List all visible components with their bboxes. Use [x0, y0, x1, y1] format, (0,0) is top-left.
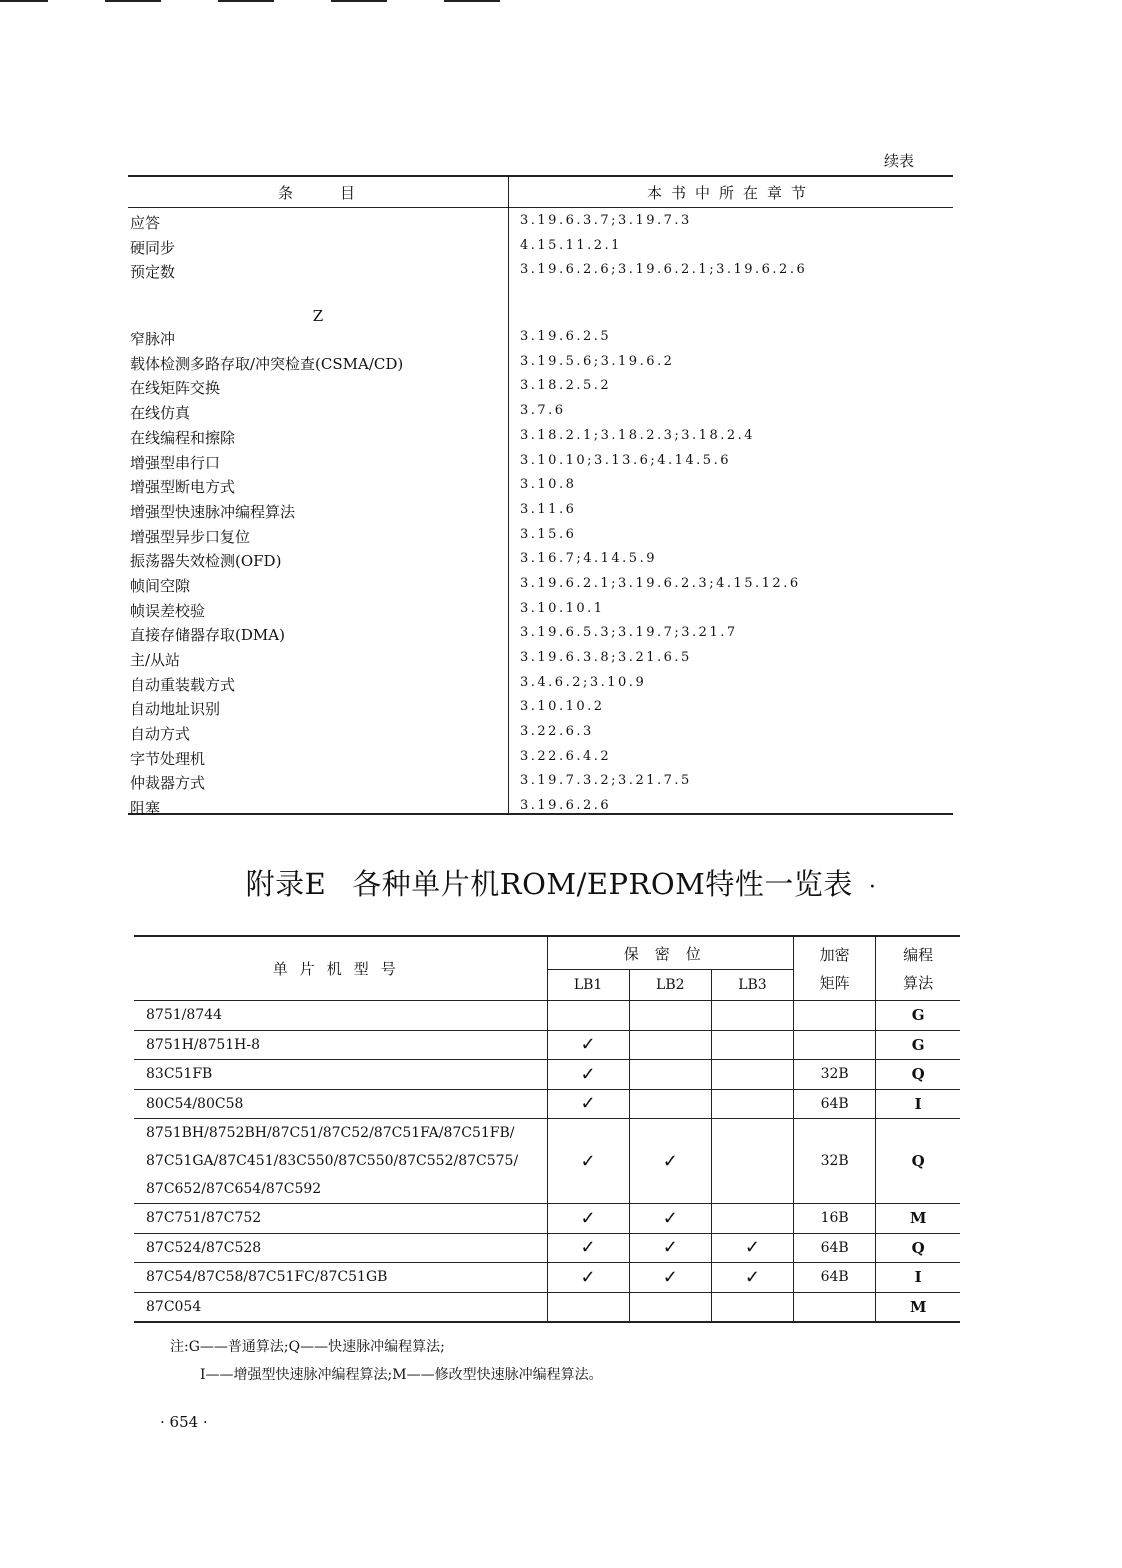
index-term: 增强型快速脉冲编程算法 — [130, 502, 296, 521]
table-notes — [170, 1336, 603, 1383]
index-term: 字节处理机 — [130, 749, 206, 768]
section-reference: 3.22.6.4.2 — [520, 748, 612, 764]
index-term: 窄脉冲 — [130, 330, 176, 349]
letter-heading: Z — [312, 307, 324, 326]
lb3-cell — [711, 1119, 793, 1204]
rom-eprom-table — [134, 935, 960, 1323]
table-row — [134, 1119, 960, 1204]
table-row — [134, 1233, 960, 1263]
check-icon: ✓ — [662, 1266, 678, 1288]
check-icon: ✓ — [662, 1237, 678, 1259]
check-icon: ✓ — [580, 1237, 596, 1259]
lb2-cell — [629, 1001, 711, 1031]
note-line-2: I——增强型快速脉冲编程算法;M——修改型快速脉冲编程算法。 — [200, 1367, 603, 1383]
header-entry-b: 目 — [340, 184, 359, 202]
index-row — [128, 449, 953, 474]
index-row — [128, 209, 953, 234]
section-reference: 3.19.6.3.8;3.21.6.5 — [520, 650, 692, 665]
lb3-cell — [711, 1060, 793, 1090]
index-term: 帧误差校验 — [130, 601, 206, 620]
index-term: 应答 — [130, 214, 161, 232]
lb3-cell — [711, 1001, 793, 1031]
lb2-cell — [629, 1263, 711, 1293]
model-cell — [134, 1204, 547, 1234]
encrypt-array-cell — [794, 1030, 876, 1060]
index-row — [128, 572, 953, 597]
section-reference: 4.15.11.2.1 — [520, 237, 622, 253]
index-table — [128, 175, 953, 818]
index-row — [128, 325, 953, 350]
section-reference: 3.22.6.3 — [520, 724, 594, 740]
index-row — [128, 621, 953, 646]
model-name: 87C652/87C654/87C592 — [146, 1181, 322, 1197]
trailing-mark: · — [868, 875, 877, 900]
section-reference: 3.19.6.2.5 — [520, 329, 612, 345]
encrypt-array-cell: 64B — [794, 1233, 876, 1263]
check-icon: ✓ — [580, 1093, 596, 1115]
index-row — [128, 646, 953, 671]
index-row — [128, 258, 953, 283]
lb1-cell — [547, 1001, 629, 1031]
table-top-rule — [128, 175, 953, 177]
index-row — [128, 597, 953, 622]
lb3-cell — [711, 1089, 793, 1119]
section-reference: 3.15.6 — [520, 526, 577, 542]
model-name: 8751H/8751H-8 — [146, 1036, 261, 1053]
index-term: 增强型串行口 — [130, 453, 221, 472]
table-row — [134, 1204, 960, 1234]
table-row — [134, 1060, 960, 1090]
algorithm-cell: G — [876, 1001, 960, 1031]
index-term: 在线编程和擦除 — [130, 428, 236, 447]
check-icon: ✓ — [580, 1063, 596, 1085]
model-name: 83C51FB — [146, 1066, 213, 1083]
header-lb3: LB3 — [711, 970, 793, 1001]
check-icon: ✓ — [580, 1207, 596, 1229]
lb3-cell — [711, 1292, 793, 1322]
algorithm-cell: Q — [876, 1119, 960, 1204]
lb1-cell — [547, 1089, 629, 1119]
header-lb1: LB1 — [547, 970, 629, 1001]
section-reference: 3.7.6 — [520, 403, 566, 419]
index-term: 硬同步 — [130, 238, 176, 257]
encrypt-array-cell — [794, 1292, 876, 1322]
index-row — [128, 523, 953, 548]
index-term: 增强型异步口复位 — [130, 527, 251, 546]
section-reference: 3.16.7;4.14.5.9 — [520, 551, 657, 567]
algorithm-cell: Q — [876, 1060, 960, 1090]
note-line-1: 注:G——普通算法;Q——快速脉冲编程算法; — [170, 1339, 445, 1355]
index-row — [128, 671, 953, 696]
section-reference: 3.4.6.2;3.10.9 — [520, 674, 647, 690]
model-cell — [134, 1001, 547, 1031]
rom-table-body — [134, 1001, 960, 1322]
index-term: 振荡器失效检测(OFD) — [130, 552, 282, 571]
header-algo-line2: 算法 — [903, 973, 934, 992]
header-entry-a: 条 — [277, 184, 296, 202]
model-name: 87C751/87C752 — [146, 1210, 262, 1227]
algorithm-cell: Q — [876, 1233, 960, 1263]
header-encrypt-array — [794, 936, 876, 1001]
index-term: 仲裁器方式 — [130, 774, 206, 793]
index-row — [128, 769, 953, 794]
model-name: 80C54/80C58 — [146, 1095, 244, 1112]
index-row — [128, 234, 953, 259]
header-encrypt-line1: 加密 — [819, 945, 850, 964]
section-reference: 3.10.10.1 — [520, 600, 605, 616]
table-row — [134, 1263, 960, 1293]
table-row — [134, 1292, 960, 1322]
check-icon: ✓ — [580, 1266, 596, 1288]
index-term: 在线矩阵交换 — [130, 379, 221, 398]
index-term: 载体检测多路存取/冲突检查(CSMA/CD) — [130, 354, 404, 373]
check-icon: ✓ — [662, 1150, 678, 1172]
header-program-algorithm — [876, 936, 960, 1001]
lb2-cell — [629, 1119, 711, 1204]
table-header-rule — [128, 207, 953, 208]
header-algo-line1: 编程 — [903, 945, 934, 964]
top-scan-marks — [0, 0, 520, 3]
index-row — [128, 794, 953, 819]
algorithm-cell: I — [876, 1089, 960, 1119]
lb2-cell — [629, 1204, 711, 1234]
lb1-cell — [547, 1030, 629, 1060]
encrypt-array-cell — [794, 1001, 876, 1031]
lb1-cell — [547, 1060, 629, 1090]
section-reference: 3.19.6.2.6 — [520, 798, 612, 814]
header-model: 单片机型号 — [134, 936, 547, 1001]
model-cell — [134, 1233, 547, 1263]
header-security-bits: 保密位 — [547, 936, 794, 970]
index-row — [128, 350, 953, 375]
section-reference: 3.19.6.2.1;3.19.6.2.3;4.15.12.6 — [520, 575, 801, 591]
section-reference: 3.19.6.2.6;3.19.6.2.1;3.19.6.2.6 — [520, 262, 808, 278]
section-reference: 3.10.10.2 — [520, 699, 605, 715]
section-reference: 3.11.6 — [520, 501, 577, 517]
model-cell — [134, 1089, 547, 1119]
lb1-cell — [547, 1263, 629, 1293]
index-rows — [128, 209, 953, 819]
section-reference: 3.10.10;3.13.6;4.14.5.6 — [520, 452, 731, 468]
section-reference: 3.19.6.3.7;3.19.7.3 — [520, 213, 692, 228]
header-entry — [128, 182, 508, 203]
check-icon: ✓ — [662, 1207, 678, 1229]
appendix-label: 附录E — [245, 867, 327, 901]
lb2-cell — [629, 1030, 711, 1060]
model-name: 8751BH/8752BH/87C51/87C52/87C51FA/87C51FB/ — [146, 1125, 515, 1141]
section-reference: 3.19.7.3.2;3.21.7.5 — [520, 773, 692, 789]
encrypt-array-cell: 32B — [794, 1060, 876, 1090]
index-row — [128, 399, 953, 424]
table-row — [134, 1089, 960, 1119]
lb3-cell — [711, 1030, 793, 1060]
model-name: 87C054 — [146, 1298, 202, 1315]
lb3-cell — [711, 1263, 793, 1293]
section-reference: 3.18.2.5.2 — [520, 378, 612, 394]
lb2-cell — [629, 1089, 711, 1119]
table-row — [134, 1001, 960, 1031]
algorithm-cell: I — [876, 1263, 960, 1293]
index-row — [128, 720, 953, 745]
appendix-title — [0, 862, 1122, 903]
model-name: 87C54/87C58/87C51FC/87C51GB — [146, 1269, 388, 1286]
page-number: · 654 · — [160, 1413, 208, 1431]
encrypt-array-cell: 64B — [794, 1089, 876, 1119]
index-row — [128, 745, 953, 770]
index-term: 阻塞 — [130, 799, 161, 818]
algorithm-cell: M — [876, 1292, 960, 1322]
index-term: 预定数 — [130, 263, 176, 282]
index-row — [128, 374, 953, 399]
encrypt-array-cell: 64B — [794, 1263, 876, 1293]
lb1-cell — [547, 1233, 629, 1263]
model-cell — [134, 1030, 547, 1060]
index-row — [128, 473, 953, 498]
index-term: 直接存储器存取(DMA) — [130, 626, 285, 645]
index-term: 增强型断电方式 — [130, 478, 236, 497]
index-row — [128, 424, 953, 449]
check-icon: ✓ — [580, 1034, 596, 1056]
appendix-text: 各种单片机ROM/EPROM特性一览表 — [352, 867, 853, 901]
check-icon: ✓ — [744, 1266, 761, 1288]
lb1-cell — [547, 1292, 629, 1322]
lb2-cell — [629, 1233, 711, 1263]
section-reference: 3.18.2.1;3.18.2.3;3.18.2.4 — [520, 427, 756, 443]
header-lb2: LB2 — [629, 970, 711, 1001]
index-term: 帧间空隙 — [130, 576, 191, 595]
model-name: 8751/8744 — [146, 1007, 222, 1024]
algorithm-cell: M — [876, 1204, 960, 1234]
model-cell — [134, 1119, 547, 1204]
header-section: 本书中所在章节 — [646, 184, 815, 202]
index-row — [128, 695, 953, 720]
model-cell — [134, 1263, 547, 1293]
index-term: 自动地址识别 — [130, 700, 221, 719]
model-cell — [134, 1060, 547, 1090]
index-term: 在线仿真 — [130, 404, 191, 423]
lb2-cell — [629, 1060, 711, 1090]
index-letter-heading — [128, 283, 953, 325]
index-term: 自动方式 — [130, 725, 191, 744]
section-reference: 3.10.8 — [520, 477, 577, 493]
lb2-cell — [629, 1292, 711, 1322]
algorithm-cell: G — [876, 1030, 960, 1060]
header-encrypt-line2: 矩阵 — [819, 973, 850, 992]
check-icon: ✓ — [744, 1237, 761, 1259]
model-cell — [134, 1292, 547, 1322]
section-reference: 3.19.6.5.3;3.19.7;3.21.7 — [520, 625, 738, 641]
continued-label: 续表 — [884, 152, 915, 170]
index-term: 主/从站 — [130, 651, 181, 669]
lb3-cell — [711, 1233, 793, 1263]
model-name: 87C51GA/87C451/83C550/87C550/87C552/87C575/ — [146, 1153, 519, 1169]
lb3-cell — [711, 1204, 793, 1234]
encrypt-array-cell: 16B — [794, 1204, 876, 1234]
index-term: 自动重装载方式 — [130, 675, 236, 694]
check-icon: ✓ — [580, 1150, 596, 1172]
encrypt-array-cell: 32B — [794, 1119, 876, 1204]
index-row — [128, 547, 953, 572]
table-row — [134, 1030, 960, 1060]
model-name: 87C524/87C528 — [146, 1239, 262, 1256]
lb1-cell — [547, 1119, 629, 1204]
section-reference: 3.19.5.6;3.19.6.2 — [520, 353, 675, 369]
lb1-cell — [547, 1204, 629, 1234]
index-row — [128, 498, 953, 523]
